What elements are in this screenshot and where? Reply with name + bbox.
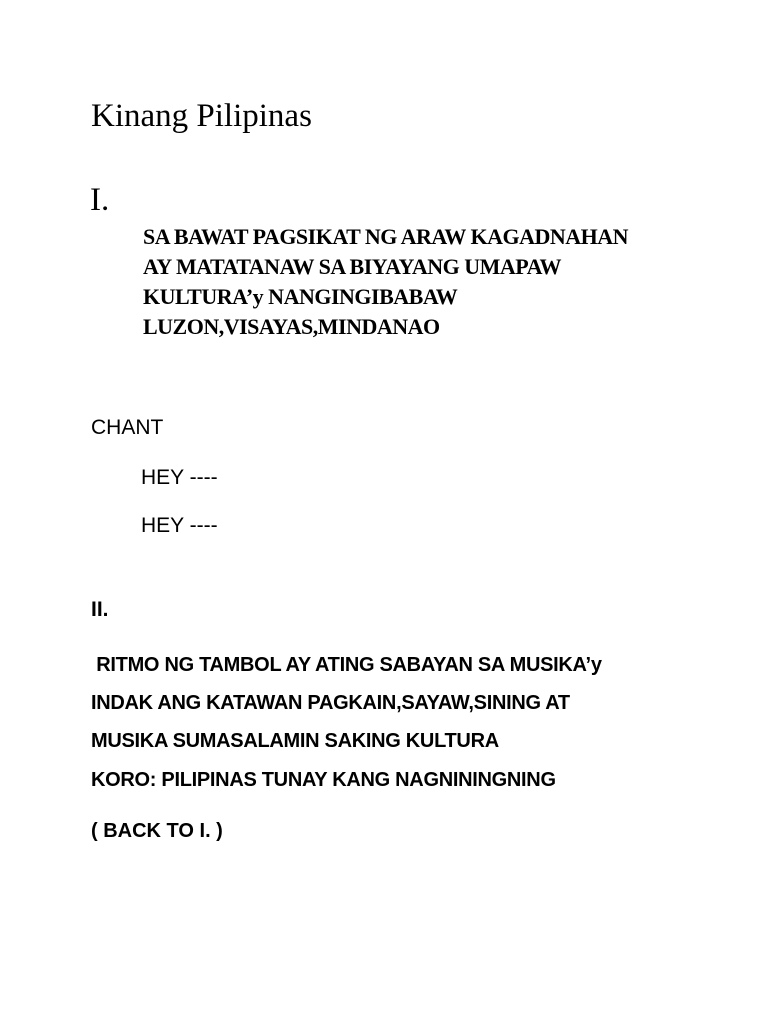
section-one-numeral: I.	[90, 182, 110, 218]
chant-label: CHANT	[91, 416, 164, 439]
verse-line: MUSIKA SUMASALAMIN SAKING KULTURA	[91, 730, 499, 752]
chant-line: HEY ----	[141, 466, 218, 489]
back-to-note: ( BACK TO I. )	[91, 820, 223, 842]
verse-line: SA BAWAT PAGSIKAT NG ARAW KAGADNAHAN	[143, 224, 629, 249]
section-two-numeral: II.	[91, 598, 109, 621]
section-two-verse	[91, 646, 741, 760]
section-one-verse	[143, 222, 743, 342]
verse-line: KULTURA’y NANGINGIBABAW	[143, 284, 458, 309]
chant-line: HEY ----	[141, 514, 218, 537]
verse-line: RITMO NG TAMBOL AY ATING SABAYAN SA MUSIKA’y	[91, 654, 602, 676]
chorus-line: KORO: PILIPINAS TUNAY KANG NAGNININGNING	[91, 769, 556, 791]
verse-line: AY MATATANAW SA BIYAYANG UMAPAW	[143, 254, 562, 279]
song-title: Kinang Pilipinas	[91, 98, 312, 134]
verse-line: LUZON,VISAYAS,MINDANAO	[143, 314, 440, 339]
verse-line: INDAK ANG KATAWAN PAGKAIN,SAYAW,SINING AT	[91, 692, 570, 714]
